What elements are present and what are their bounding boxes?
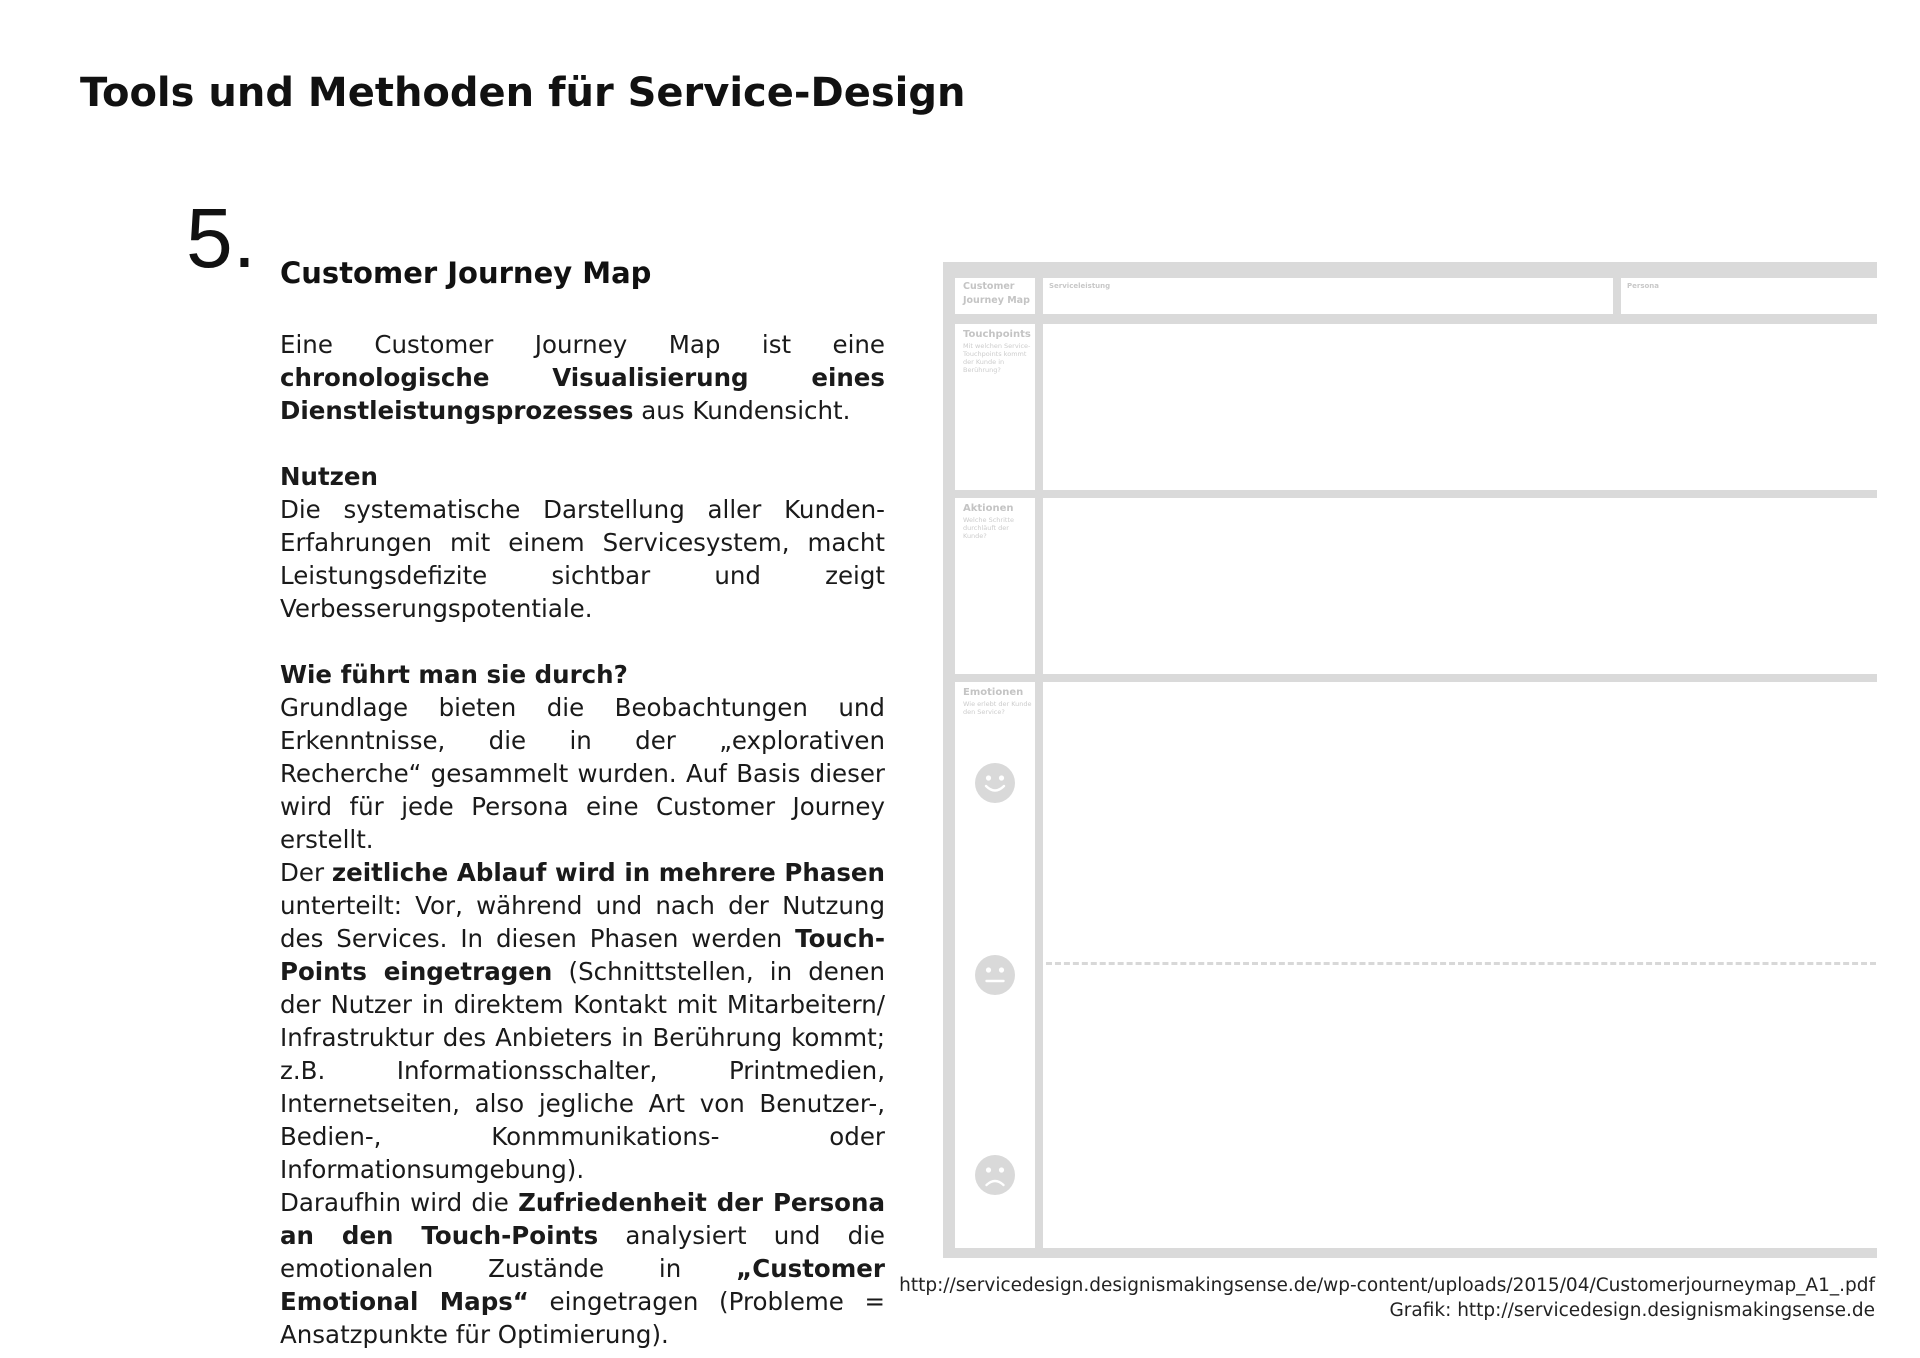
nutzen-paragraph: Die systematische Darstellung aller Kunden-Erfahrungen mit einem Servicesystem, macht Leistungsdefizite sichtbar und zeigt Verbesserungspotentiale.: [280, 495, 885, 623]
diagram-header-persona-cell: [1621, 278, 1877, 314]
diagram-row-label-aktionen: [955, 498, 1035, 674]
sad-face-icon: [974, 1154, 1016, 1196]
diagram-row-content-aktionen: [1043, 498, 1877, 674]
row-label-emotionen: Emotionen: [963, 687, 1024, 698]
customer-journey-map-diagram: [943, 262, 1877, 1258]
p3-text-2: analysiert und die emotionalen Zustände in: [280, 1221, 885, 1283]
durchfuehrung-paragraph-2: [280, 856, 885, 1186]
diagram-header-title-line2: Journey Map: [963, 295, 1030, 306]
row-sub-touchpoints: Mit welchen Service-Touchpoints kommt der Kunde in Berührung?: [963, 342, 1031, 374]
section-number: 5.: [186, 191, 257, 285]
intro-bold: chronologische Visualisierung eines Dienstleistungsprozesses: [280, 363, 885, 425]
diagram-header-title-line1: Customer: [963, 281, 1015, 292]
p2-text-2: unterteilt: Vor, während und nach der Nutzung des Services. In diesen Phasen werden: [280, 891, 885, 953]
diagram-header-service-cell: [1043, 278, 1613, 314]
p2-text-3: (Schnittstellen, in denen der Nutzer in direktem Kontakt mit Mitarbeitern/ Infrastruktur des Anbieters in Berührung kommt; z.B. Informationsschalter, Printmedien, Internetseiten, also jegliche Art von Benutzer-, Bedien-, Konmmunikations- oder Informationsumgebung).: [280, 957, 885, 1184]
diagram-header-persona: Persona: [1627, 282, 1660, 290]
nutzen-heading: Nutzen: [280, 462, 378, 491]
row-sub-aktionen: Welche Schritte durchläuft der Kunde?: [963, 516, 1015, 540]
diagram-header-service: Serviceleistung: [1049, 282, 1111, 290]
p2-bold-1: zeitliche Ablauf wird in mehrere Phasen: [331, 858, 885, 887]
source-url: http://servicedesign.designismakingsense.de/wp-content/uploads/2015/04/Customerjourneymap_A1_.pdf: [899, 1275, 1875, 1296]
happy-face-icon: [974, 762, 1016, 804]
durchfuehrung-heading: Wie führt man sie durch?: [280, 660, 628, 689]
neutral-face-icon: [974, 954, 1016, 996]
body-text: [280, 328, 885, 1351]
p3-bold-1: Zufriedenheit der Persona an den Touch-Points: [280, 1188, 885, 1250]
p2-text-1: Der: [280, 858, 332, 887]
durchfuehrung-paragraph-3: [280, 1186, 885, 1351]
intro-text: Eine Customer Journey Map ist eine: [280, 330, 885, 359]
row-label-touchpoints: Touchpoints: [963, 329, 1031, 340]
diagram-row-label-touchpoints: [955, 324, 1035, 490]
graphic-credit: Grafik: http://servicedesign.designismakingsense.de: [1389, 1300, 1875, 1321]
durchfuehrung-paragraph-1: Grundlage bieten die Beobachtungen und Erkenntnisse, die in der „explorativen Recherche“ gesammelt wurden. Auf Basis dieser wird für jede Persona eine Customer Journey erstellt.: [280, 693, 885, 854]
row-sub-emotionen: Wie erlebt der Kunde den Service?: [963, 700, 1032, 716]
intro-text-end: aus Kundensicht.: [633, 396, 851, 425]
section-heading: Customer Journey Map: [280, 256, 652, 290]
diagram-row-content-touchpoints: [1043, 324, 1877, 490]
p3-text-3: eingetragen (Probleme = Ansatzpunkte für Optimierung).: [280, 1287, 885, 1349]
p2-bold-2: Touch-Points eingetragen: [280, 924, 885, 986]
page-title: Tools und Methoden für Service-Design: [80, 70, 966, 116]
diagram-row-content-emotionen: [1043, 682, 1877, 1248]
diagram-header-title: [963, 280, 1030, 308]
row-label-aktionen: Aktionen: [963, 503, 1014, 514]
diagram-row-label-emotionen: [955, 682, 1035, 1248]
source-caption: [899, 1273, 1875, 1323]
intro-paragraph: [280, 328, 885, 427]
p3-bold-2: „Customer Emotional Maps“: [280, 1254, 885, 1316]
neutral-dashed-line: [1046, 962, 1876, 965]
diagram-header-title-cell: [955, 278, 1035, 314]
p3-text-1: Daraufhin wird die: [280, 1188, 519, 1217]
